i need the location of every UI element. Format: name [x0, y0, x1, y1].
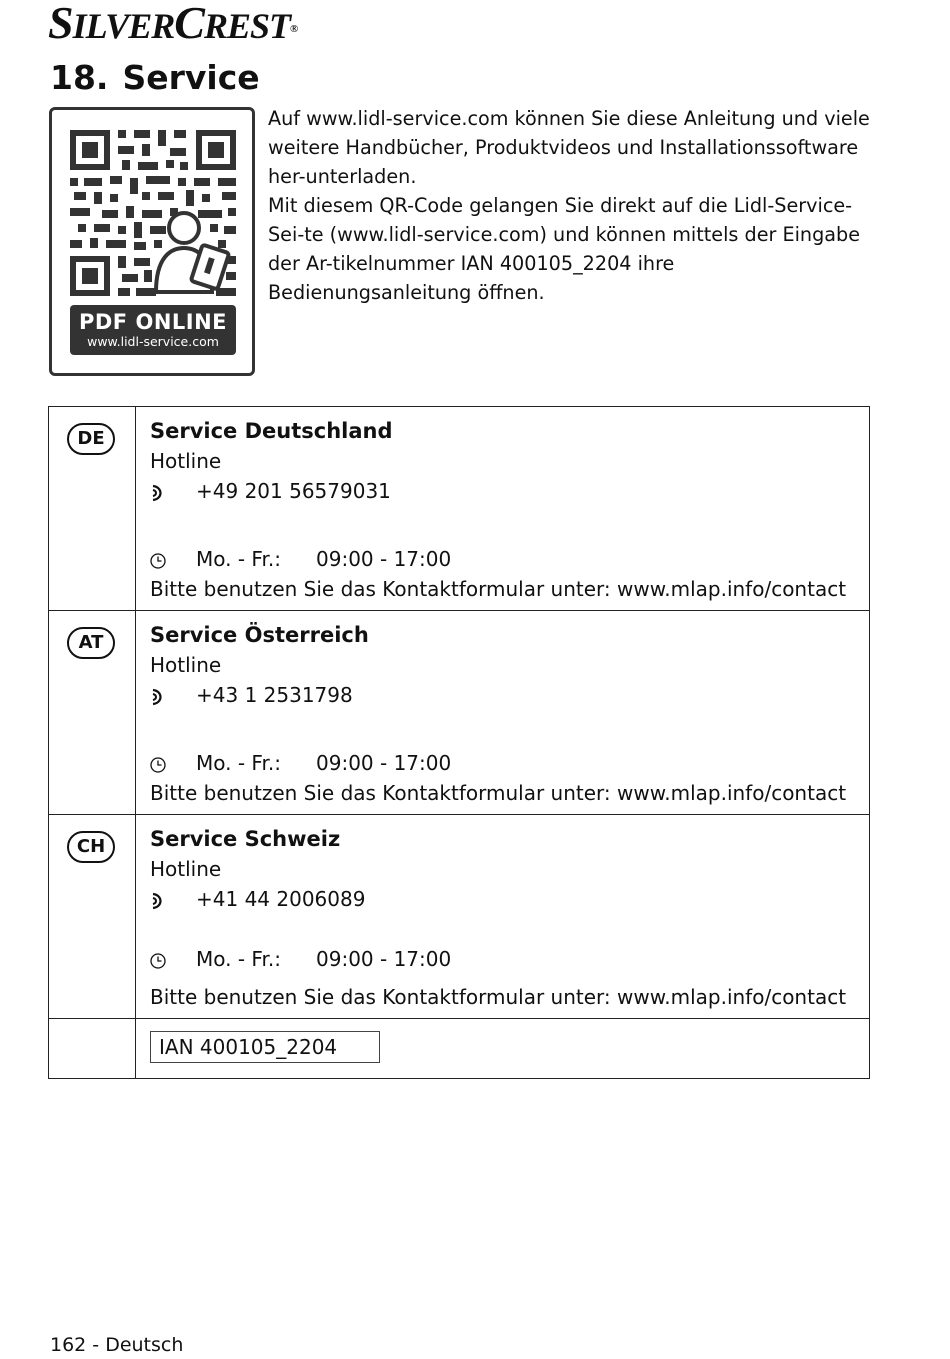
ian-cell — [136, 1019, 870, 1079]
section-number: 18. — [50, 58, 109, 97]
service-row-at — [49, 611, 870, 815]
hours-value: 09:00 - 17:00 — [316, 751, 452, 775]
empty-cell — [49, 1019, 136, 1079]
service-name: Service Österreich — [150, 623, 369, 647]
days-label: Mo. - Fr.: — [196, 947, 281, 971]
hours-line — [150, 544, 869, 574]
phone-icon — [150, 892, 174, 910]
ian-number: IAN 400105_2204 — [150, 1031, 380, 1063]
country-cell — [49, 611, 136, 815]
service-info-cell — [136, 611, 870, 815]
brand-logo — [48, 0, 297, 49]
country-badge-de: DE — [67, 423, 115, 455]
phone-number[interactable]: +49 201 56579031 — [196, 479, 391, 503]
intro-text — [268, 104, 878, 307]
contact-line: Bitte benutzen Sie das Kontaktformular unter: www.mlap.info/contact — [150, 985, 847, 1009]
pdf-online-url[interactable]: www.lidl-service.com — [87, 334, 219, 349]
hours-line — [150, 748, 869, 778]
country-cell — [49, 407, 136, 611]
service-row-ch — [49, 815, 870, 1019]
service-name: Service Schweiz — [150, 827, 341, 851]
service-info-cell — [136, 407, 870, 611]
service-name: Service Deutschland — [150, 419, 393, 443]
service-row-de — [49, 407, 870, 611]
clock-icon — [150, 953, 174, 969]
hours-value: 09:00 - 17:00 — [316, 547, 452, 571]
phone-line — [150, 476, 869, 506]
pdf-online-label: PDF ONLINE — [78, 310, 228, 334]
logo-letter-c: C — [174, 0, 204, 48]
contact-line: Bitte benutzen Sie das Kontaktformular unter: www.mlap.info/contact — [150, 781, 847, 805]
section-title — [50, 58, 260, 98]
reading-person-icon — [156, 213, 229, 292]
qr-code-icon — [70, 130, 236, 296]
logo-text-rest: REST — [203, 6, 291, 46]
days-label: Mo. - Fr.: — [196, 751, 281, 775]
logo-letter-s: S — [48, 0, 73, 48]
country-badge-ch: CH — [67, 831, 115, 863]
hours-value: 09:00 - 17:00 — [316, 947, 452, 971]
clock-icon — [150, 757, 174, 773]
contact-line: Bitte benutzen Sie das Kontaktformular unter: www.mlap.info/contact — [150, 577, 847, 601]
logo-text-ilver: ILVER — [72, 6, 175, 46]
phone-number[interactable]: +41 44 2006089 — [196, 887, 366, 911]
phone-icon — [150, 484, 174, 502]
qr-code-box[interactable] — [49, 107, 255, 376]
hotline-label: Hotline — [150, 653, 222, 677]
phone-number[interactable]: +43 1 2531798 — [196, 683, 353, 707]
phone-line — [150, 884, 869, 914]
pdf-online-banner[interactable] — [70, 305, 236, 355]
country-cell — [49, 815, 136, 1019]
clock-icon — [150, 553, 174, 569]
service-table — [48, 406, 870, 1079]
ian-row — [49, 1019, 870, 1079]
hotline-label: Hotline — [150, 449, 222, 473]
hotline-label: Hotline — [150, 857, 222, 881]
hours-line — [150, 944, 869, 974]
phone-line — [150, 680, 869, 710]
phone-icon — [150, 688, 174, 706]
country-badge-at: AT — [67, 627, 115, 659]
intro-paragraph-2: Mit diesem QR-Code gelangen Sie direkt auf die Lidl-Service-Sei-te (www.lidl-service.com) und können mittels der Eingabe der Ar-tikelnummer IAN 400105_2204 ihre Bedienungsanleitung öffnen. — [268, 194, 861, 304]
days-label: Mo. - Fr.: — [196, 547, 281, 571]
registered-mark: ® — [290, 23, 298, 35]
page-footer: 162 - Deutsch — [50, 1334, 184, 1356]
service-info-cell — [136, 815, 870, 1019]
intro-paragraph-1: Auf www.lidl-service.com können Sie diese Anleitung und viele weitere Handbücher, Produktvideos und Installationssoftware her-unterladen. — [268, 107, 870, 188]
section-title-text: Service — [122, 58, 260, 97]
